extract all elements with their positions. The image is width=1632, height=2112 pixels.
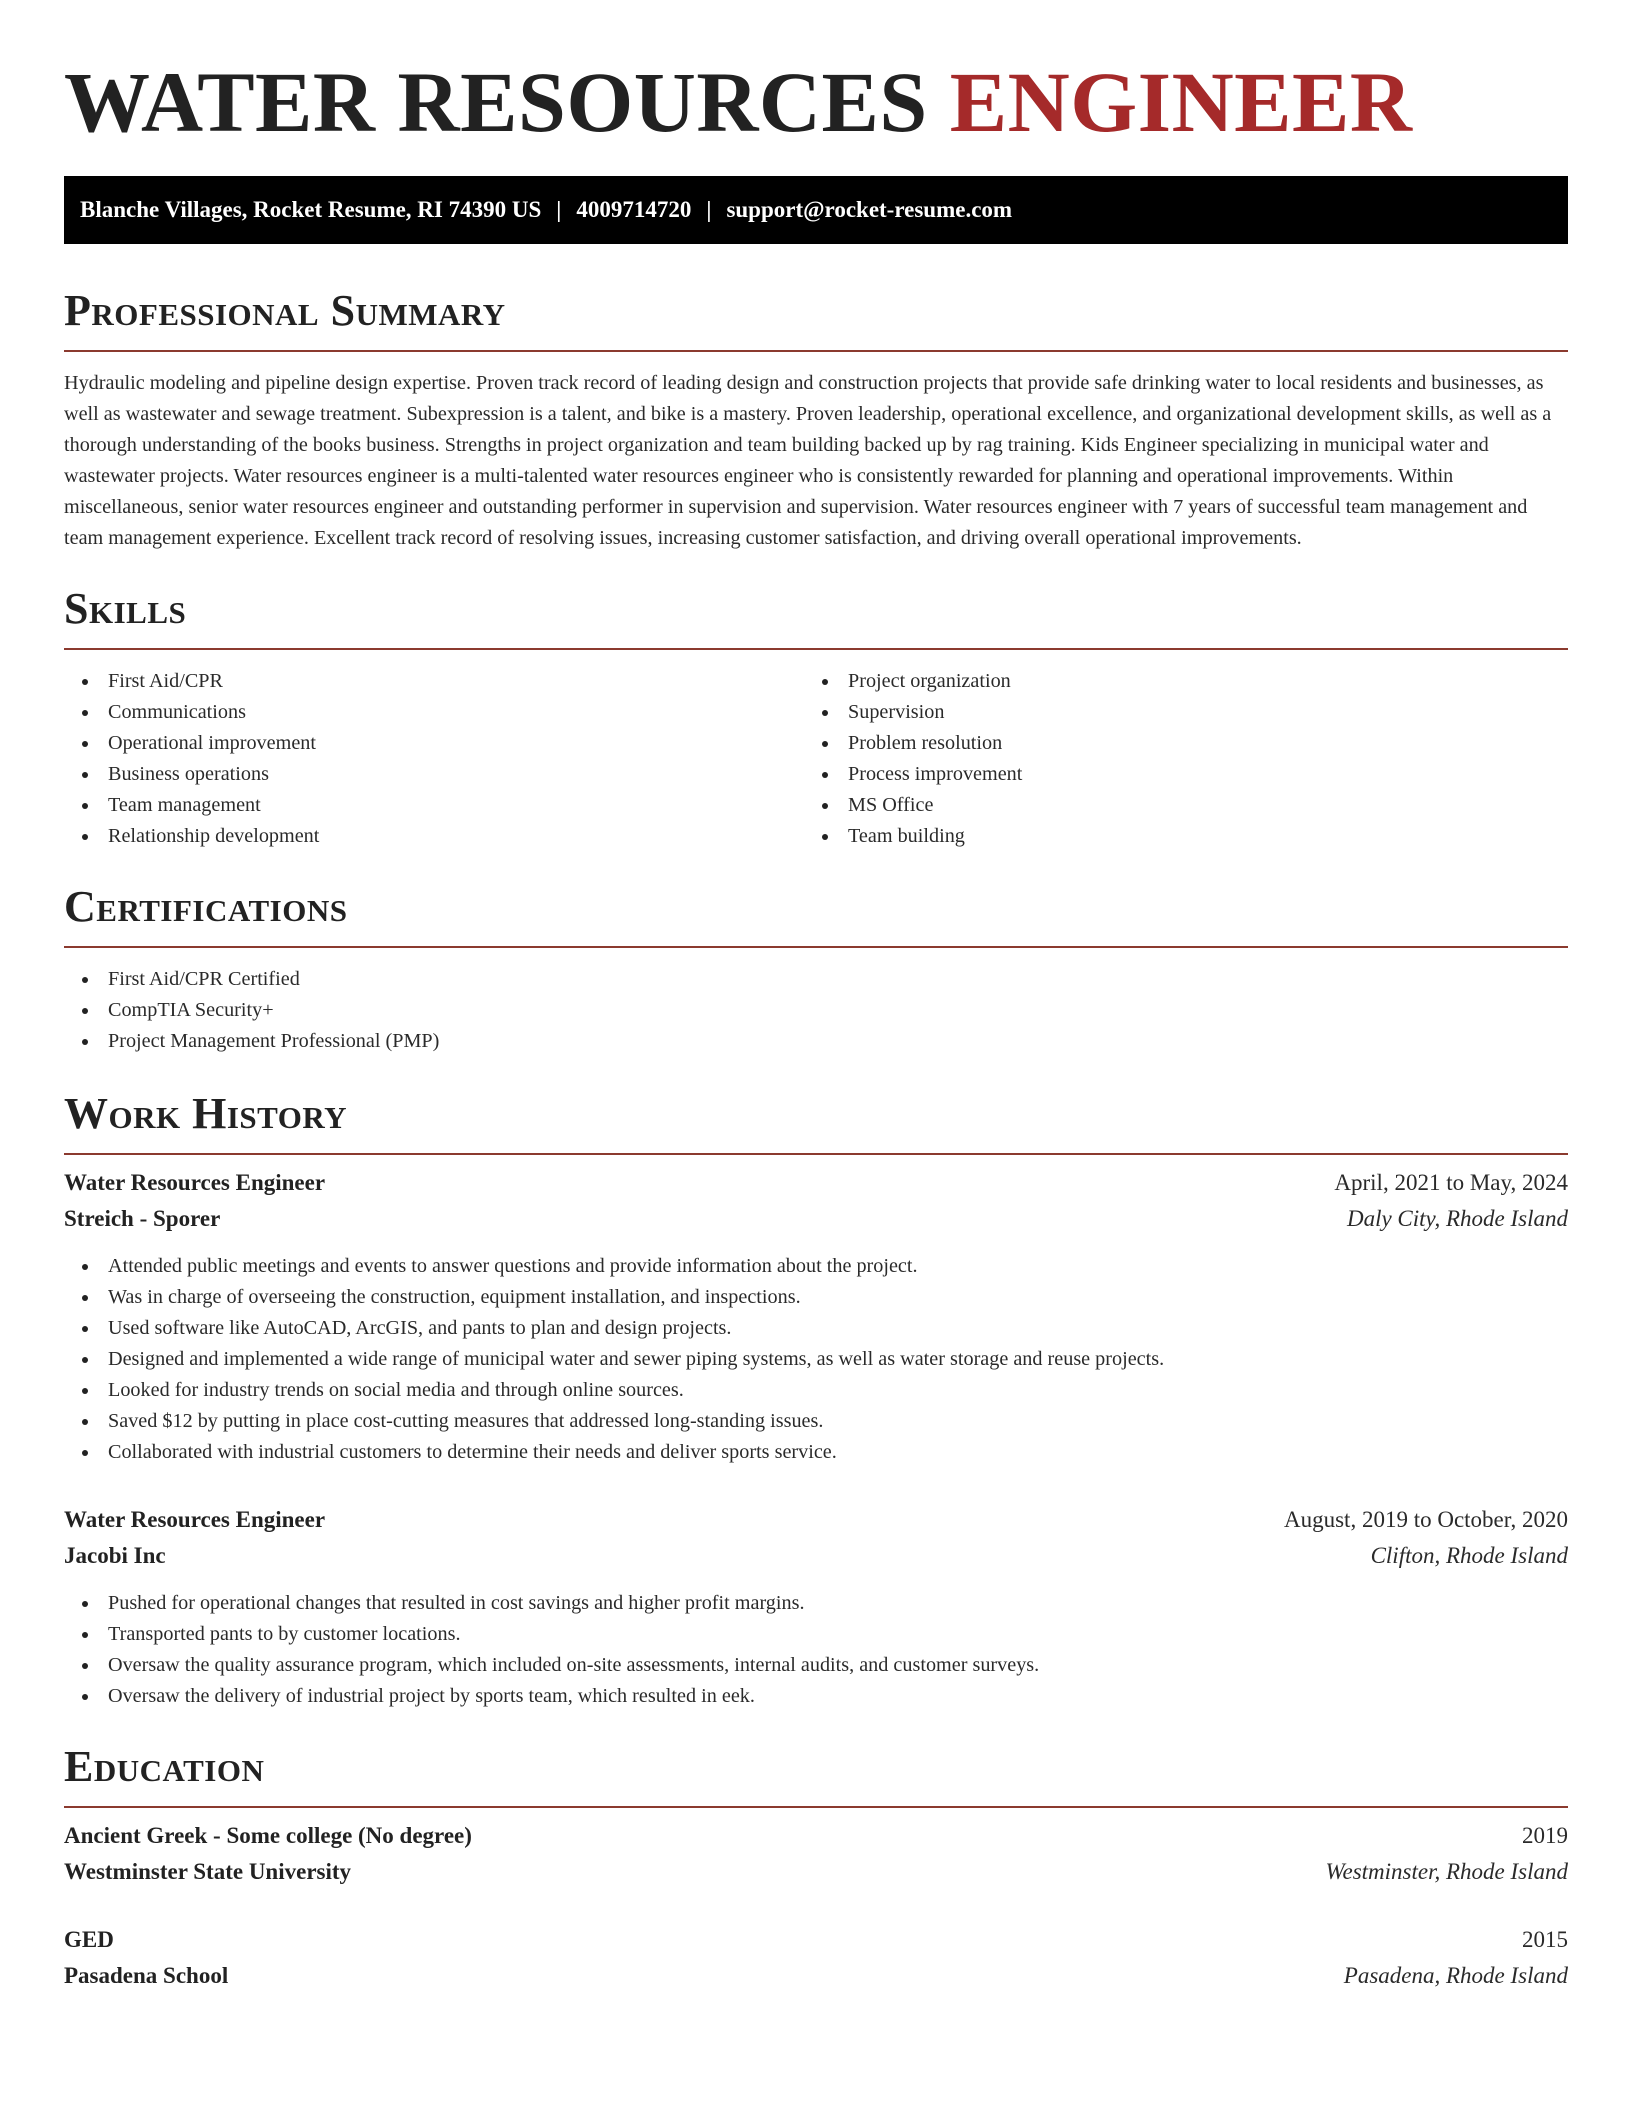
certification-item: First Aid/CPR Certified: [64, 964, 1568, 995]
skill-item: First Aid/CPR: [64, 666, 804, 697]
job-subheader-row: [64, 1201, 1568, 1237]
education-year: 2015: [1522, 1927, 1568, 1952]
skill-item: Business operations: [64, 759, 804, 790]
job-bullet: Collaborated with industrial customers to determine their needs and deliver sports service.: [64, 1437, 1568, 1468]
contact-separator: |: [706, 197, 712, 222]
contact-phone: 4009714720: [576, 197, 692, 222]
title-accent: ENGINEER: [949, 54, 1413, 150]
contact-address: Blanche Villages, Rocket Resume, RI 74390 US: [80, 197, 542, 222]
job-header-row: [64, 1502, 1568, 1538]
certifications-heading: Certifications: [64, 882, 348, 931]
section-divider: [64, 1806, 1568, 1808]
skills-list-right: [804, 666, 1544, 852]
job-location: Clifton, Rhode Island: [1370, 1543, 1568, 1568]
summary-section: [64, 286, 1568, 554]
education-year: 2019: [1522, 1823, 1568, 1848]
skills-grid: [64, 666, 1568, 852]
certification-item: Project Management Professional (PMP): [64, 1026, 1568, 1057]
job-bullets: [64, 1588, 1568, 1712]
education-degree: GED: [64, 1927, 114, 1952]
skill-item: Team management: [64, 790, 804, 821]
skill-item: Process improvement: [804, 759, 1544, 790]
education-entry: [64, 1922, 1568, 1994]
education-section: [64, 1742, 1568, 1994]
contact-email: support@rocket-resume.com: [726, 197, 1013, 222]
job-title: Water Resources Engineer: [64, 1507, 326, 1532]
skills-heading: Skills: [64, 584, 187, 633]
summary-text: Hydraulic modeling and pipeline design expertise. Proven track record of leading design and construction projects that provide safe drinking water to local residents and businesses, as well as wastewater and sewage treatment. Subexpression is a talent, and bike is a mastery. Proven leadership, operational excellence, and organizational development skills, as well as a thorough understanding of the books business. Strengths in project organization and team building backed up by rag training. Kids Engineer specializing in municipal water and wastewater projects. Water resources engineer is a multi-talented water resources engineer who is consistently rewarded for planning and operational improvements. Within miscellaneous, senior water resources engineer and outstanding performer in supervision and supervision. Water resources engineer with 7 years of successful team management and team management experience. Excellent track record of resolving issues, increasing customer satisfaction, and driving overall operational improvements.: [64, 372, 1552, 549]
job-bullet: Pushed for operational changes that resulted in cost savings and higher profit margins.: [64, 1588, 1568, 1619]
education-header-row: [64, 1818, 1568, 1854]
job-company: Jacobi Inc: [64, 1543, 166, 1568]
job-entry: [64, 1165, 1568, 1468]
contact-bar: [64, 176, 1568, 244]
education-entry: [64, 1818, 1568, 1890]
education-subheader-row: [64, 1854, 1568, 1890]
skills-section: [64, 584, 1568, 852]
education-school: Pasadena School: [64, 1963, 229, 1988]
job-bullet: Was in charge of overseeing the construction, equipment installation, and inspections.: [64, 1282, 1568, 1313]
job-bullet: Looked for industry trends on social media and through online sources.: [64, 1375, 1568, 1406]
job-title: Water Resources Engineer: [64, 1170, 326, 1195]
skill-item: Project organization: [804, 666, 1544, 697]
job-bullet: Oversaw the quality assurance program, which included on-site assessments, internal audits, and customer surveys.: [64, 1650, 1568, 1681]
skills-list-left: [64, 666, 804, 852]
section-divider: [64, 1153, 1568, 1155]
title-main: WATER RESOURCES: [64, 54, 928, 150]
skill-item: Relationship development: [64, 821, 804, 852]
job-header-row: [64, 1165, 1568, 1201]
job-bullet: Designed and implemented a wide range of municipal water and sewer piping systems, as well as water storage and reuse projects.: [64, 1344, 1568, 1375]
work-history-heading: Work History: [64, 1089, 348, 1138]
education-school: Westminster State University: [64, 1859, 352, 1884]
education-header-row: [64, 1922, 1568, 1958]
education-degree: Ancient Greek - Some college (No degree): [64, 1823, 472, 1848]
job-subheader-row: [64, 1538, 1568, 1574]
section-divider: [64, 946, 1568, 948]
certifications-section: [64, 882, 1568, 1057]
contact-separator: |: [556, 197, 562, 222]
skill-item: Communications: [64, 697, 804, 728]
job-location: Daly City, Rhode Island: [1346, 1206, 1568, 1231]
skills-column-right: [804, 666, 1544, 852]
skill-item: Supervision: [804, 697, 1544, 728]
resume-title: [64, 52, 1568, 152]
job-entry: [64, 1502, 1568, 1712]
section-divider: [64, 648, 1568, 650]
job-dates: August, 2019 to October, 2020: [1284, 1507, 1568, 1532]
job-bullet: Saved $12 by putting in place cost-cutting measures that addressed long-standing issues.: [64, 1406, 1568, 1437]
education-subheader-row: [64, 1958, 1568, 1994]
job-dates: April, 2021 to May, 2024: [1334, 1170, 1568, 1195]
education-location: Westminster, Rhode Island: [1325, 1859, 1568, 1884]
skill-item: Operational improvement: [64, 728, 804, 759]
certification-item: CompTIA Security+: [64, 995, 1568, 1026]
skill-item: MS Office: [804, 790, 1544, 821]
education-location: Pasadena, Rhode Island: [1343, 1963, 1568, 1988]
job-bullet: Used software like AutoCAD, ArcGIS, and pants to plan and design projects.: [64, 1313, 1568, 1344]
job-bullet: Transported pants to by customer locations.: [64, 1619, 1568, 1650]
skill-item: Problem resolution: [804, 728, 1544, 759]
job-company: Streich - Sporer: [64, 1206, 221, 1231]
skill-item: Team building: [804, 821, 1544, 852]
certifications-list: [64, 964, 1568, 1057]
section-divider: [64, 350, 1568, 352]
job-bullet: Oversaw the delivery of industrial project by sports team, which resulted in eek.: [64, 1681, 1568, 1712]
job-bullets: [64, 1251, 1568, 1468]
education-heading: Education: [64, 1742, 265, 1791]
summary-heading: Professional Summary: [64, 286, 506, 335]
work-history-section: [64, 1089, 1568, 1712]
job-bullet: Attended public meetings and events to answer questions and provide information about the project.: [64, 1251, 1568, 1282]
skills-column-left: [64, 666, 804, 852]
